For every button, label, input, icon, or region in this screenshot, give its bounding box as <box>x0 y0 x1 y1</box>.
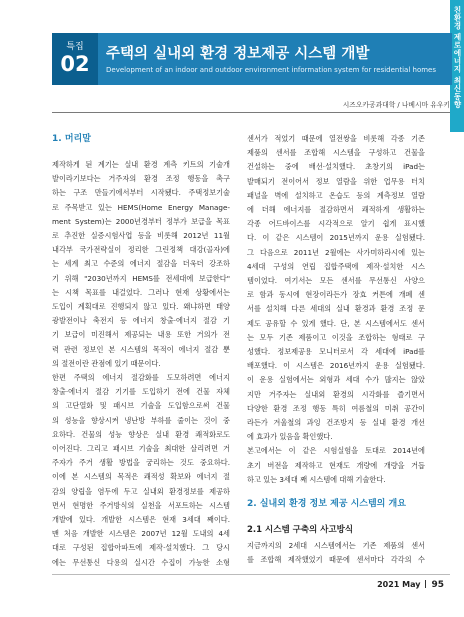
text-line: ment System)는 2000년경부터 정부가 보급을 목표 <box>52 216 230 226</box>
text-line: 패널을 벽에 설치하고 온습도 등의 계측정보 열람 <box>247 190 425 200</box>
issue-date: 2021 May <box>377 580 421 589</box>
text-line: 는 세계 최고 수준의 에너지 절감을 더욱더 강조하 <box>52 259 230 269</box>
side-section-tab <box>450 0 464 132</box>
side-tab-label: 친환경 제로에너지 최신동향 <box>453 6 462 109</box>
subsection-title: 2.1 시스템 구축의 사고방식 <box>247 525 354 536</box>
footer-separator <box>425 580 426 588</box>
text-line: 력 관련 정보인 본 시스템의 목적이 에너지 절감 뿐 <box>52 344 230 354</box>
text-line: 내각부 국가전략실이 정리한 그린정책 대강(골자)에 <box>52 245 230 255</box>
text-line: 는 모두 기존 제품이고 이것을 조합하는 형태로 구 <box>247 332 425 342</box>
text-line: 에는 무선통신 다용의 실시간 수집이 가능한 소형 <box>52 557 230 567</box>
text-line: 광발전이나 축전지 등 에너지 창출·에너지 절감 기 <box>52 316 230 326</box>
article-title: 주택의 실내외 환경 정보제공 시스템 개발 <box>106 46 370 62</box>
text-line: 본고에서는 이 같은 시험실험을 토대로 2014년에 <box>247 446 425 456</box>
text-line: 템이었다. 여기서는 모든 센서를 무선통신 사양으 <box>247 276 425 286</box>
text-line: 발이라기보다는 거주자의 환경 조정 행동을 촉구 <box>52 174 230 184</box>
feature-badge <box>52 33 98 85</box>
text-line: 면서 현명한 주거방식의 실천을 서포트하는 시스템 <box>52 500 230 510</box>
text-line: 다양한 환경 조정 행동 특히 여름철의 미취 공간이 <box>247 403 425 413</box>
text-line: 의 고단열화 및 패시브 기술을 도입함으로써 건물 <box>52 401 230 411</box>
text-line: 이에 본 시스템의 목적은 쾌적성 확보와 에너지 절 <box>52 472 230 482</box>
badge-label: 특집 <box>66 42 84 52</box>
text-line: 성했다. 정보제공용 모니터로서 각 세대에 iPad를 <box>247 347 425 357</box>
section-title-intro: 1. 머리말 <box>52 134 91 144</box>
text-line: 라든가 겨울철의 과잉 건조방지 등 실내 환경 개선 <box>247 418 425 428</box>
text-line: 제품의 센서를 조합해 시스템을 구성하고 건물을 <box>247 148 425 158</box>
text-line: 기 위해 "2030년까지 HEMS를 전세대에 보급한다" <box>52 273 230 283</box>
article-header <box>52 33 452 85</box>
divider <box>52 112 450 113</box>
text-line: 대로 구성된 집합아파트에 제작·설치했다. 그 당시 <box>52 543 230 553</box>
section-title-overview: 2. 실내외 환경 정보 제공 시스템의 개요 <box>247 499 406 510</box>
text-line: 하는 구조 만들기에서부터 시작됐다. 주택정보기술 <box>52 188 230 198</box>
text-line: 맨 처음 개발한 시스템은 2007년 12월 도내의 4세 <box>52 529 230 539</box>
text-line: 는 시책 목표를 내걸었다. 그러나 현재 상황에서는 <box>52 287 230 297</box>
right-paragraph-1 <box>247 132 425 487</box>
text-line: 를 조합해 제작했었기 때문에 센서마다 각각의 수 <box>247 555 425 565</box>
text-line: 에 효과가 있음을 확인했다. <box>247 432 333 442</box>
right-paragraph-2 <box>247 539 425 567</box>
text-line: 개발에 있다. 개발한 시스템은 현재 3세대 째이다. <box>52 515 230 525</box>
text-line: 로 주목받고 있는 HEMS(Home Energy Manage- <box>52 202 230 212</box>
text-line: 주자가 주거 생활 방법을 궁리하는 것도 중요하다. <box>52 458 230 468</box>
left-paragraph-1 <box>52 158 230 371</box>
text-line: 도입이 계획대로 진행되지 않고 있다. 왜냐하면 태양 <box>52 302 230 312</box>
page-footer <box>377 580 444 590</box>
text-line: 제작하게 된 계기는 실내 환경 계측 키트의 기술개 <box>52 160 230 169</box>
text-line: 그 다음으로 2011년 2월에는 사가미하라시에 있는 <box>247 247 425 257</box>
text-line: 요하다. 건물의 성능 향상은 실내 환경 쾌적화로도 <box>52 429 230 439</box>
left-paragraph-2 <box>52 371 230 570</box>
text-line: 배포했다. 이 시스템은 2016년까지 운용 실험됐다. <box>247 361 425 371</box>
text-line: 4세대 구성의 연립 집합주택에 제작·설치한 시스 <box>247 261 425 271</box>
text-line: 센서가 적었기 때문에 열전쌍을 비롯해 각종 기존 <box>247 134 425 143</box>
text-line: 지금까지의 2세대 시스템에서는 기존 제품의 센서 <box>247 541 425 551</box>
left-column <box>52 132 230 570</box>
text-line: 로 추진한 실증시험사업 등을 비롯해 2012년 11월 <box>52 231 230 241</box>
badge-number: 02 <box>60 52 90 76</box>
text-line: 감의 양립을 염두에 두고 실내외 환경정보를 제공하 <box>52 486 230 496</box>
author-byline: 시즈오카공과대학 / 나베시마 유우키 <box>342 101 450 109</box>
text-line: 지만 거주자는 실내외 환경의 시각화를 즐기면서 <box>247 389 425 399</box>
text-line: 로 함과 동시에 현장이라든가 장효 커튼에 개폐 센 <box>247 290 425 300</box>
text-line: 의 성능을 향상시켜 냉난방 부하를 줄이는 것이 중 <box>52 415 230 425</box>
text-line: 하고 있는 3세대 째 시스템에 대해 기술한다. <box>247 474 386 484</box>
text-line: 에 더해 에너지를 절감하면서 쾌적하게 생활하는 <box>247 205 425 215</box>
right-column <box>247 132 425 567</box>
text-line: 의 절전이란 관점에 있기 때문이다. <box>52 358 161 368</box>
page-number: 95 <box>431 580 444 590</box>
text-line: 건설하는 중에 배선·설치했다. 초창기의 iPad는 <box>247 162 425 172</box>
footer-divider <box>52 574 450 575</box>
text-line: 초기 버전을 제작하고 현재도 개량에 개량을 거듭 <box>247 460 425 470</box>
article-subtitle: Development of an indoor and outdoor environment information system for residential homes <box>106 66 436 74</box>
text-line: 한편 주택의 에너지 절감화를 도모하려면 에너지 <box>52 373 230 383</box>
text-line: 기 보급이 미진해서 제공되는 내용 또한 거의가 전 <box>52 330 230 340</box>
text-line: 서를 설치해 다른 세대의 실내 환경과 환경 조정 문 <box>247 304 425 314</box>
text-line: 제도 공유할 수 있게 했다. 단, 본 시스템에서도 센서 <box>247 318 425 328</box>
text-line: 이어진다. 그리고 패시브 기술을 최대한 살리려면 거 <box>52 444 230 454</box>
text-line: 각종 어드바이스를 시각적으로 알기 쉽게 표시했 <box>247 219 425 229</box>
text-line: 다. 이 같은 시스템이 2015년까지 운용 실험됐다. <box>247 233 425 243</box>
text-line: 이 운용 실험에서는 외형과 세대 수가 많지는 않았 <box>247 375 425 385</box>
text-line: 창출·에너지 절감 기기를 도입하기 전에 건물 자체 <box>52 387 230 397</box>
text-line: 발매되기 전이어서 정보 열람을 위한 업무용 터치 <box>247 176 425 186</box>
